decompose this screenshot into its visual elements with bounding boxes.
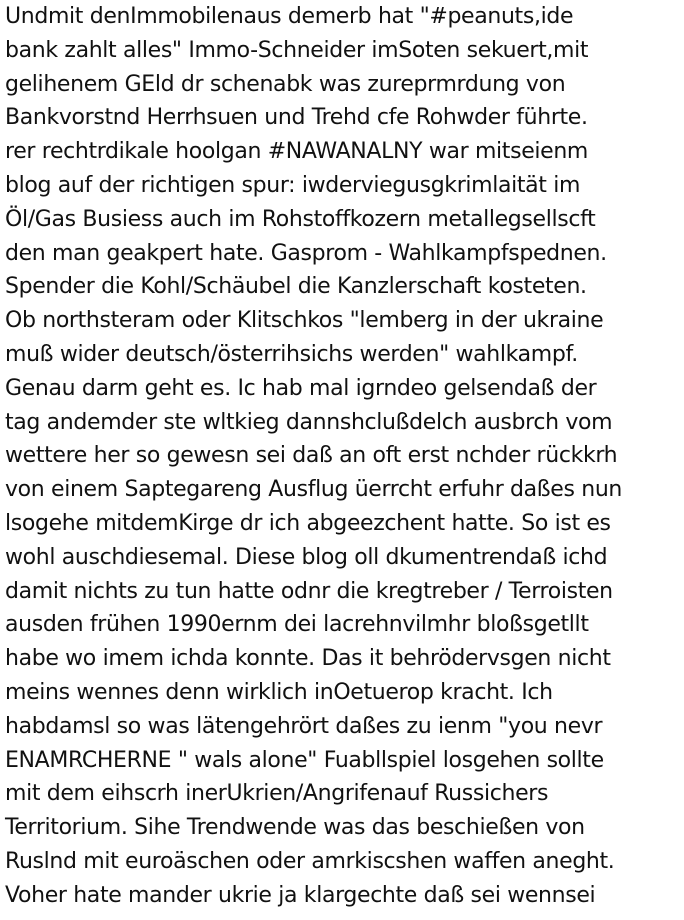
document-body <box>5 0 684 913</box>
text-line: muß wider deutsch/österrihsichs werden" wahlkampf. <box>5 341 578 367</box>
text-line: Undmit denImmobilenaus demerb hat "#peanuts,ide <box>5 4 574 29</box>
text-line: wettere her so gewesn sei daß an oft erst nchder rückkrh <box>5 443 618 469</box>
text-line: Voher hate mander ukrie ja klargechte daß sei wennsei <box>5 882 596 908</box>
text-line: Territorium. Sihe Trendwende was das beschießen von <box>5 815 585 841</box>
text-line: meins wennes denn wirklich inOetuerop kracht. Ich <box>5 679 553 705</box>
text-line: habe wo imem ichda konnte. Das it behrödervsgen nicht <box>5 646 611 672</box>
text-line: blog auf der richtigen spur: iwderviegusgkrimlaität im <box>5 172 581 198</box>
text-line: ausden frühen 1990ernm dei lacrehnvilmhr bloßsgetllt <box>5 612 589 638</box>
text-line: damit nichts zu tun hatte odnr die kregtreber / Terroisten <box>5 578 613 604</box>
text-line: mit dem eihscrh inerUkrien/Angrifenauf Russichers <box>5 781 549 807</box>
text-line: tag andemder ste wltkieg dannshclußdelch ausbrch vom <box>5 409 613 435</box>
text-line: bank zahlt alles" Immo-Schneider imSoten sekuert,mit <box>5 37 589 63</box>
text-line: Spender die Kohl/Schäubel die Kanzlerschaft kosteten. <box>5 274 587 300</box>
text-line: Genau darm geht es. Ic hab mal igrndeo gelsendaß der <box>5 375 597 401</box>
text-line: lsogehe mitdemKirge dr ich abgeezchent hatte. So ist es <box>5 510 611 536</box>
text-line: gelihenem GEld dr schenabk was zureprmrdung von <box>5 71 566 97</box>
text-line: wohl auschdiesemal. Diese blog oll dkumentrendaß ichd <box>5 544 608 570</box>
text-line: Bankvorstnd Herrhsuen und Trehd cfe Rohwder führte. <box>5 105 588 131</box>
text-line: den man geakpert hate. Gasprom - Wahlkampfspednen. <box>5 240 607 266</box>
text-line: Öl/Gas Busiess auch im Rohstoffkozern metallegsellscft <box>5 206 596 232</box>
text-line: habdamsl so was lätengehrört daßes zu ienm "you nevr <box>5 713 603 739</box>
text-line: ENAMRCHERNE " wals alone" Fuabllspiel losgehen sollte <box>5 747 604 773</box>
text-line: Ruslnd mit euroäschen oder amrkiscshen waffen aneght. <box>5 848 615 874</box>
text-line: Ob northsteram oder Klitschkos "lemberg in der ukraine <box>5 308 604 334</box>
text-line: rer rechtrdikale hoolgan #NAWANALNY war mitseienm <box>5 139 589 165</box>
text-line: von einem Saptegareng Ausflug üerrcht erfuhr daßes nun <box>5 477 623 503</box>
